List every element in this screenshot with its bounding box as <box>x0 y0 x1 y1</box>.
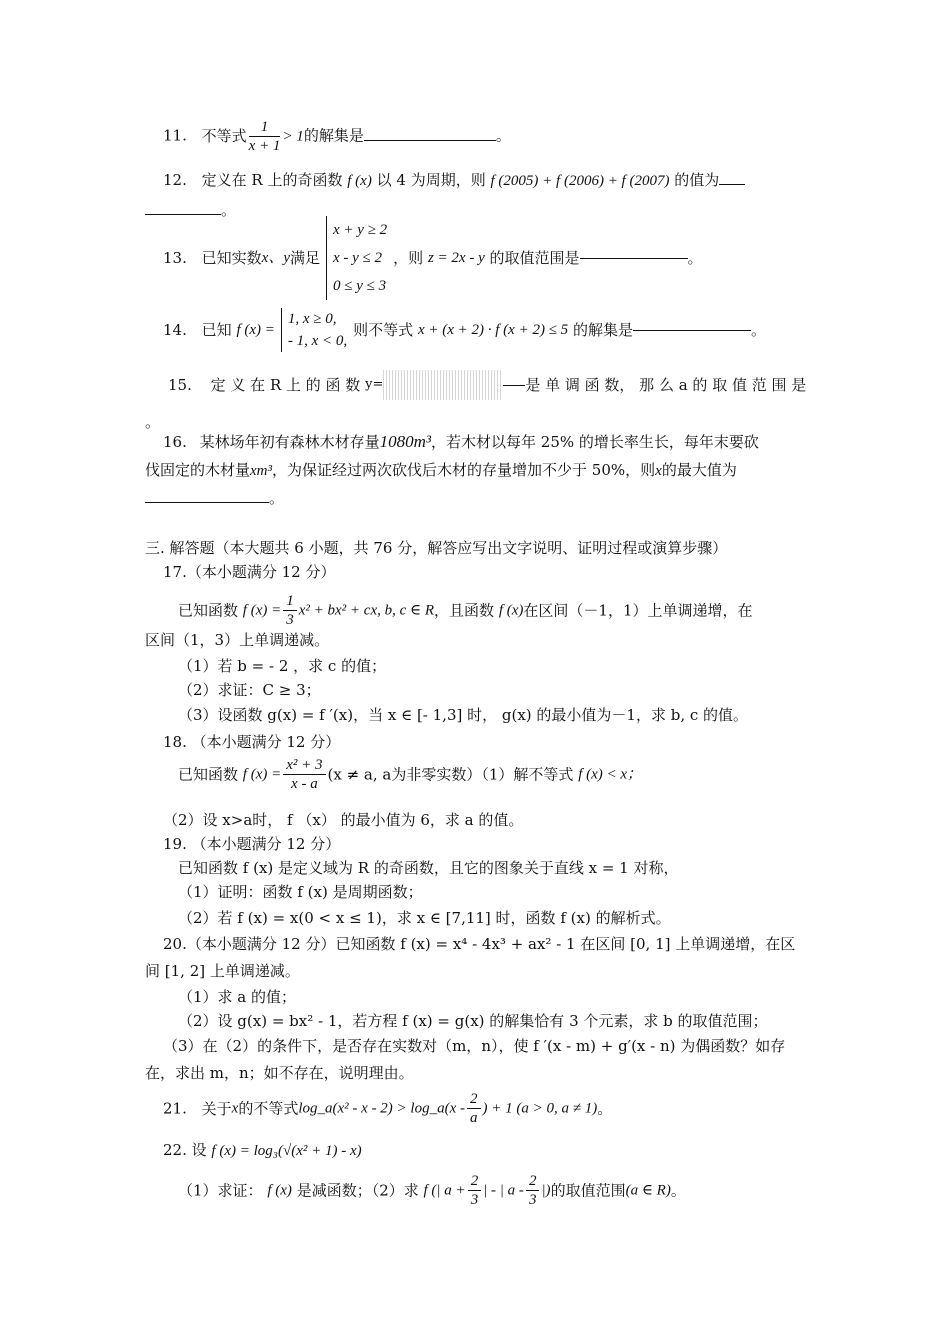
q21-text: 关于 <box>201 1099 232 1118</box>
q18-frac-numerator: x² + 3 <box>283 756 325 775</box>
q12 <box>163 170 745 191</box>
q14-text: 已知 <box>201 321 232 339</box>
q12-text2: 以 4 为周期，则 <box>376 171 486 189</box>
q20-line2: 间 [1, 2] 上单调递减。 <box>145 962 300 980</box>
q11-text: 不等式 <box>201 126 247 145</box>
q21-frac-denominator: a <box>470 1110 478 1126</box>
q11-frac-numerator: 1 <box>249 118 281 137</box>
q15-function-image <box>383 370 503 400</box>
q22-frac1-numerator: 2 <box>468 1172 482 1191</box>
q21-x: x <box>231 1100 239 1117</box>
q22-text2: （1）求证： <box>178 1181 263 1200</box>
q13-constraint-1: x + y ≥ 2 <box>333 222 388 238</box>
q22-line2 <box>178 1172 686 1209</box>
q18-head: 18. （本小题满分 12 分） <box>163 733 341 751</box>
q13-answer-blank <box>580 258 688 259</box>
q17-fx: f (x) = <box>242 602 282 619</box>
q19-line1: 已知函数 f (x) 是定义域为 R 的奇函数，且它的图象关于直线 x = 1 对称， <box>178 859 679 877</box>
q22-frac2-numerator: 2 <box>526 1172 540 1191</box>
q15-y: y= <box>365 377 384 392</box>
q14-number: 14. <box>163 321 187 339</box>
q19-head: 19. （本小题满分 12 分） <box>163 835 341 853</box>
q13-number: 13. <box>163 249 187 267</box>
q11-number: 11. <box>163 126 187 145</box>
q11-fraction <box>249 118 281 155</box>
q21-text2: 的不等式 <box>238 1099 299 1118</box>
q17-text: 已知函数 <box>178 601 239 620</box>
q17-part3: （3）设函数 g(x) = f ′(x)，当 x ∈ [- 1,3] 时， g(x) 的最小值为－1，求 b, c 的值。 <box>178 706 749 724</box>
q22-text4: 的取值范围 <box>550 1181 626 1200</box>
q16-answer-blank <box>145 502 269 503</box>
q14-case-2: - 1, x < 0, <box>287 333 348 349</box>
q14-answer-blank <box>633 330 751 331</box>
q17-part1: （1）若 b = - 2 ，求 c 的值； <box>178 657 387 675</box>
q20-part2: （2）设 g(x) = bx² - 1，若方程 f (x) = g(x) 的解集恰有 3 个元素，求 b 的取值范围； <box>178 1012 768 1030</box>
q22-fraction-1 <box>468 1172 482 1209</box>
q20-part1: （1）求 a 的值； <box>178 988 297 1006</box>
q20-line1: 20.（本小题满分 12 分）已知函数 f (x) = x⁴ - 4x³ + ax² - 1 在区间 [0, 1] 上单调递增，在区 <box>163 935 796 953</box>
q18-line1 <box>178 756 642 793</box>
q12-number: 12. <box>163 171 187 189</box>
q16-amount: 1080m³ <box>379 432 432 451</box>
q12-answer-blank-b <box>145 214 221 215</box>
q16-xm: xm³ <box>250 463 273 479</box>
q22-domain: (a ∈ R) <box>625 1182 671 1199</box>
q20-part3a: （3）在（2）的条件下，是否存在实数对（m，n），使 f ′(x - m) + g′(x - n) 为偶函数？如存 <box>163 1037 786 1055</box>
q15 <box>168 370 806 400</box>
q19-part1: （1）证明：函数 f (x) 是周期函数； <box>178 883 423 901</box>
q16-text3: 伐固定的木材量 <box>145 461 251 479</box>
q22-fx: f (x) <box>267 1182 292 1199</box>
q14-text3: 的解集是 <box>572 321 633 339</box>
q13-end: 。 <box>687 249 703 267</box>
q18-line2: （2）设 x>a时， f （x） 的最小值为 6，求 a 的值。 <box>163 811 524 829</box>
q13-constraint-3: 0 ≤ y ≤ 3 <box>333 278 387 294</box>
q13-text4: 的取值范围是 <box>489 249 580 267</box>
q17-expression: x² + bx² + cx, b, c ∈ R <box>298 602 435 619</box>
q22-fraction-2 <box>526 1172 540 1209</box>
q16-end: 。 <box>269 489 285 507</box>
q17-frac-denominator: 3 <box>286 612 294 628</box>
q13-z: z = 2x - y <box>427 250 485 266</box>
q11-text2: 的解集是 <box>303 126 364 145</box>
q17-text2: ，且函数 <box>434 601 495 620</box>
q13-text: 已知实数 <box>201 249 262 267</box>
q16-text5: 的最大值为 <box>661 461 737 479</box>
q18-fraction <box>283 756 325 793</box>
q16-text2: ，若木材以每年 25% 的增长率生长，每年末要砍 <box>431 433 759 451</box>
q11-answer-blank <box>364 140 496 141</box>
q16-x: x <box>655 463 662 479</box>
q17-line1 <box>178 592 753 629</box>
q14 <box>163 308 766 352</box>
q18-inequality: f (x) < x； <box>578 766 643 783</box>
q22-end: 。 <box>670 1181 686 1200</box>
q12-text3: 的值为 <box>674 171 720 189</box>
q15-number: 15. <box>168 376 192 394</box>
q21-expression2: ) + 1 (a > 0, a ≠ 1) <box>482 1100 598 1117</box>
q18-frac-denominator: x - a <box>291 776 318 792</box>
q17-text3: 在区间（－1，1）上单调递增，在 <box>523 601 753 620</box>
q15-continued <box>145 412 160 432</box>
q18-text: 已知函数 <box>178 765 239 784</box>
q14-case-1: 1, x ≥ 0, <box>287 311 337 327</box>
q12-fx: f (x) <box>347 173 372 189</box>
q22-expr-a: f (| a + <box>423 1182 466 1199</box>
q15-blank <box>503 385 525 386</box>
q11-end: 。 <box>495 126 511 145</box>
section-3-heading: 三. 解答题（本大题共 6 小题，共 76 分，解答应写出文字说明、证明过程或演算步骤） <box>145 539 728 557</box>
q17-fx2: f (x) <box>498 602 524 619</box>
q21-fraction <box>467 1090 481 1127</box>
q16-text: 某林场年初有森林木材存量 <box>199 433 380 451</box>
q16-line2 <box>145 460 737 481</box>
q17-fraction <box>283 592 297 629</box>
q13-vars: x、y <box>261 250 290 266</box>
q13-text3: ，则 <box>393 249 424 267</box>
q12-answer-blank-a <box>719 184 745 185</box>
q11 <box>163 118 511 155</box>
q18-text2: (x ≠ a, a为非零实数）（1）解不等式 <box>327 765 574 784</box>
q16-number: 16. <box>163 433 187 451</box>
q22-expr-c: |) <box>541 1182 551 1199</box>
q12-expression: f (2005) + f (2006) + f (2007) <box>490 173 670 189</box>
q21-end: 。 <box>597 1099 613 1118</box>
q22-frac1-denominator: 3 <box>470 1192 479 1208</box>
q16-text4: ，为保证经过两次砍伐后木材的存量增加不少于 50%，则 <box>272 461 656 479</box>
q22-expr-b: | - | a - <box>483 1182 524 1199</box>
q21 <box>163 1090 612 1127</box>
q13 <box>163 216 703 300</box>
q21-frac-numerator: 2 <box>467 1090 481 1109</box>
q17-part2: （2）求证：C ≥ 3； <box>178 681 321 699</box>
q13-text2: 满足 <box>289 249 320 267</box>
q17-frac-numerator: 1 <box>283 592 297 611</box>
q12-end: 。 <box>221 201 237 219</box>
q15-end: 。 <box>145 413 161 431</box>
q22-text: 22. 设 <box>163 1141 207 1159</box>
q15-text2: 是 单 调 函 数， 那 么 a 的 取 值 范 围 是 <box>525 376 807 394</box>
q17-head: 17.（本小题满分 12 分） <box>163 563 336 581</box>
q15-text: 定 义 在 R 上 的 函 数 <box>210 376 361 394</box>
q14-inequality: x + (x + 2) · f (x + 2) ≤ 5 <box>417 322 569 338</box>
q21-number: 21. <box>163 1099 187 1118</box>
q22-line1 <box>163 1140 362 1161</box>
q14-text2: 则不等式 <box>353 321 414 339</box>
q14-end: 。 <box>750 321 766 339</box>
q13-constraint-2: x - y ≤ 2 <box>333 250 383 266</box>
q14-cases <box>281 308 347 352</box>
q13-constraints <box>326 216 387 300</box>
q17-line2: 区间（1，3）上单调递减。 <box>145 631 330 649</box>
q14-fx: f (x) = <box>236 322 275 338</box>
q20-part3b: 在，求出 m，n；如不存在，说明理由。 <box>145 1064 414 1082</box>
q11-frac-denominator: x + 1 <box>248 138 281 154</box>
q21-expression: log_a(x² - x - 2) > log_a(x - <box>298 1100 465 1117</box>
q22-frac2-denominator: 3 <box>528 1192 537 1208</box>
q11-relation: > 1 <box>282 128 304 145</box>
q16-line3 <box>145 488 284 508</box>
q22-text3: 是减函数；（2）求 <box>296 1181 419 1200</box>
q19-part2: （2）若 f (x) = x(0 < x ≤ 1)，求 x ∈ [7,11] 时，函数 f (x) 的解析式。 <box>178 909 671 927</box>
q16-line1 <box>163 432 759 452</box>
q18-fx: f (x) = <box>242 766 282 783</box>
q22-function: f (x) = log₃(√(x² + 1) - x) <box>211 1143 362 1159</box>
q12-text: 定义在 R 上的奇函数 <box>201 171 343 189</box>
